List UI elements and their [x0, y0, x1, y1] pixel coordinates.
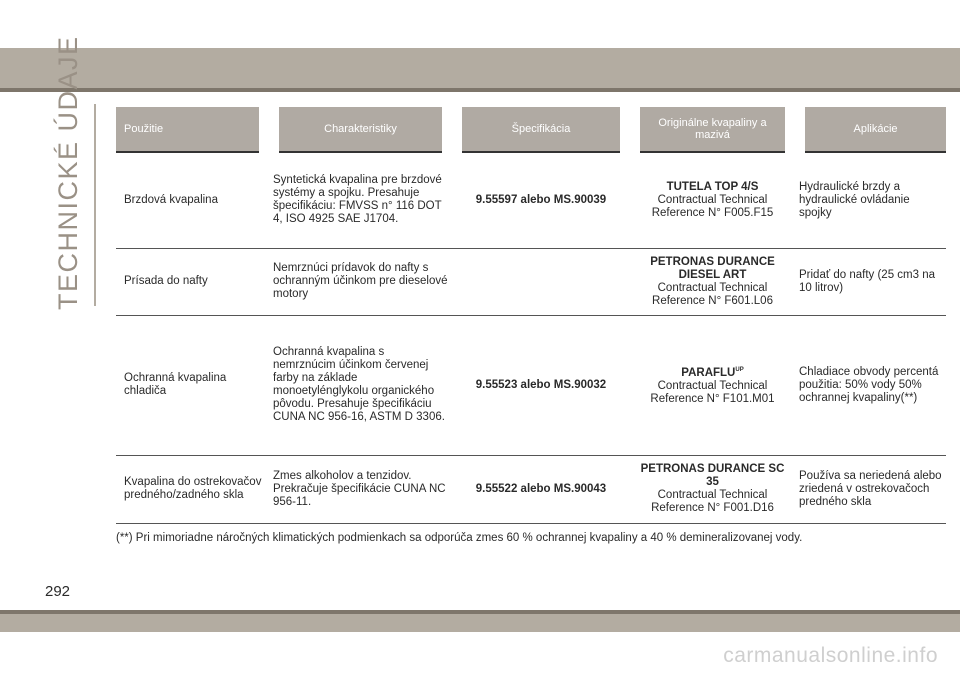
cell-original-fluid — [630, 152, 795, 248]
table-row — [116, 152, 946, 248]
cell-application: Chladiace obvody percentá použitia: 50% vody 50% ochrannej kvapaliny(**) — [795, 315, 946, 455]
spec-code: 9.55523 alebo MS.90032 — [475, 378, 607, 391]
cell-use: Kvapalina do ostrekovačov predného/zadného skla — [116, 455, 269, 523]
header-characteristics: Charakteristiky — [269, 107, 452, 152]
cell-original-fluid — [630, 248, 795, 315]
table-footnote: (**) Pri mimoriadne náročných klimatických podmienkach sa odporúča zmes 60 % ochrannej kvapaliny a 40 % demineralizovanej vody. — [116, 532, 803, 544]
spec-code: 9.55597 alebo MS.90039 — [475, 193, 607, 206]
fluid-reference: Contractual Technical Reference N° F005.F15 — [651, 193, 774, 219]
cell-use: Ochranná kvapalina chladiča — [116, 315, 269, 455]
cell-application: Používa sa neriedená alebo zriedená v ostrekovačoch predného skla — [795, 455, 946, 523]
page-number: 292 — [45, 583, 71, 600]
header-specification: Špecifikácia — [452, 107, 630, 152]
fluid-name: PETRONAS DURANCE SC 35 — [640, 463, 785, 488]
site-watermark: carmanualsonline.info — [723, 644, 938, 667]
fluid-superscript: UP — [735, 367, 744, 374]
cell-specification — [452, 455, 630, 523]
cell-use: Prísada do nafty — [116, 248, 269, 315]
cell-original-fluid — [630, 315, 795, 455]
cell-specification — [452, 315, 630, 455]
cell-characteristics: Ochranná kvapalina s nemrznúcim účinkom červenej farby na základe monoetylénglykolu organického pôvodu. Presahuje špecifikáciu CUNA NC 956-16, ASTM D 3306. — [269, 315, 452, 455]
cell-characteristics: Zmes alkoholov a tenzidov. Prekračuje špecifikácie CUNA NC 956-11. — [269, 455, 452, 523]
fluid-reference: Contractual Technical Reference N° F601.L06 — [652, 281, 773, 307]
table-row — [116, 248, 946, 315]
table-row — [116, 455, 946, 523]
cell-specification — [452, 152, 630, 248]
table-row — [116, 315, 946, 455]
fluid-name: PETRONAS DURANCE DIESEL ART — [650, 255, 775, 281]
cell-original-fluid — [630, 455, 795, 523]
cell-application: Pridať do nafty (25 cm3 na 10 litrov) — [795, 248, 946, 315]
fluids-spec-table — [116, 107, 946, 524]
cell-characteristics: Syntetická kvapalina pre brzdové systémy a spojku. Presahuje špecifikáciu: FMVSS n° 116 DOT 4, ISO 4925 SAE J1704. — [269, 152, 452, 248]
header-use: Použitie — [116, 107, 269, 152]
top-band — [0, 48, 960, 88]
fluid-name: PARAFLU — [681, 366, 736, 379]
cell-specification — [452, 248, 630, 315]
header-original-fluids: Originálne kvapaliny a mazivá — [630, 107, 795, 152]
table-header-row — [116, 107, 946, 152]
side-rule — [94, 104, 96, 306]
fluid-name-wrap — [634, 364, 791, 380]
cell-characteristics: Nemrznúci prídavok do nafty s ochranným účinkom pre dieselové motory — [269, 248, 452, 315]
fluid-name: TUTELA TOP 4/S — [666, 180, 759, 193]
spec-code: 9.55522 alebo MS.90043 — [475, 482, 607, 495]
header-applications: Aplikácie — [795, 107, 946, 152]
top-band-rule — [0, 88, 960, 92]
fluid-reference: Contractual Technical Reference N° F001.D16 — [651, 489, 774, 514]
section-side-title: TECHNICKÉ ÚDAJE — [53, 35, 83, 310]
cell-application: Hydraulické brzdy a hydraulické ovládanie spojky — [795, 152, 946, 248]
fluid-reference: Contractual Technical Reference N° F101.M01 — [650, 379, 775, 405]
cell-use: Brzdová kvapalina — [116, 152, 269, 248]
bottom-band — [0, 614, 960, 632]
